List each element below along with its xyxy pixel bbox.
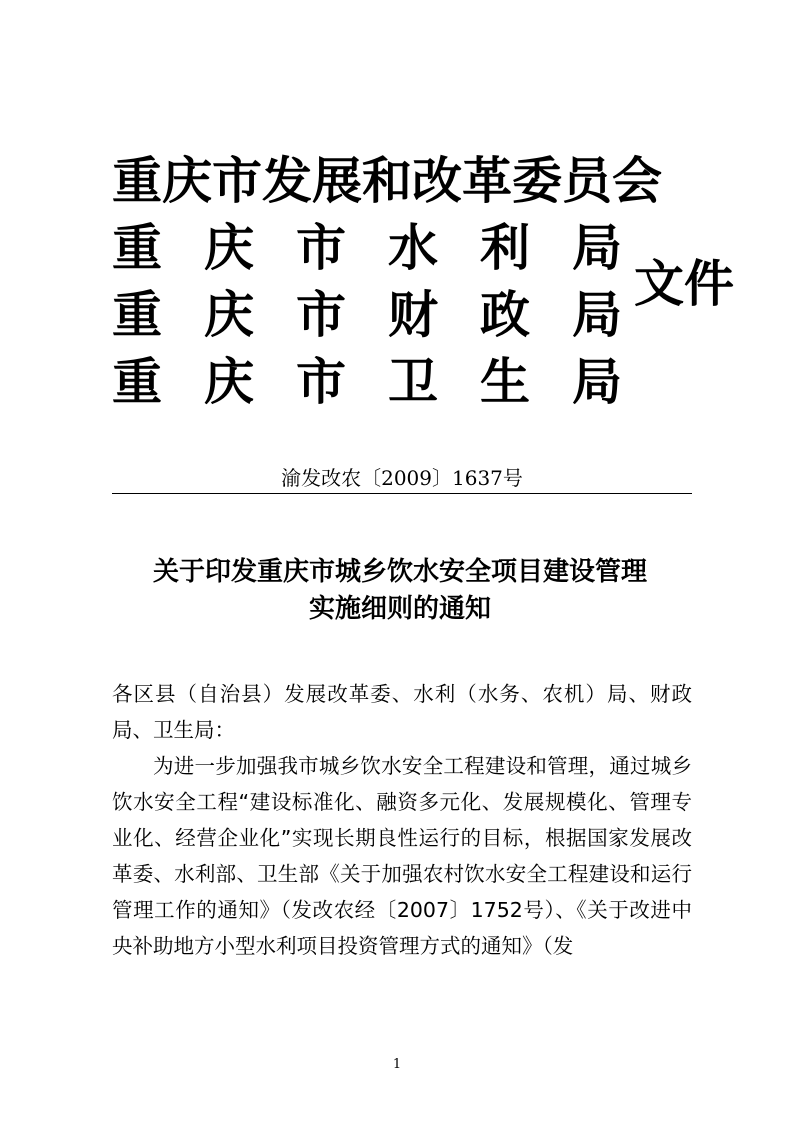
issuer-char: 重 bbox=[112, 353, 162, 411]
issuer-line-1: 重庆市发展和改革委员会 bbox=[112, 152, 662, 210]
document-suffix: 文件 bbox=[634, 255, 734, 313]
issuer-char: 庆 bbox=[204, 286, 254, 344]
issuer-char: 水 bbox=[388, 219, 438, 277]
notice-title-line-2: 实施细则的通知 bbox=[308, 594, 491, 624]
salutation: 各区县（自治县）发展改革委、水利（水务、农机）局、财政局、卫生局： bbox=[112, 682, 692, 742]
issuer-char: 重 bbox=[112, 219, 162, 277]
issuer-char: 财 bbox=[388, 286, 438, 344]
document-number: 渝发改农〔2009〕1637号 bbox=[281, 466, 523, 490]
issuer-char: 庆 bbox=[204, 353, 254, 411]
body-paragraph-1: 为进一步加强我市城乡饮水安全工程建设和管理，通过城乡饮水安全工程“建设标准化、融资多元化、发展规模化、管理专业化、经营企业化”实现长期良性运行的目标，根据国家发展改革委、水利部、卫生部《关于加强农村饮水安全工程建设和运行管理工作的通知》（发改农经〔2007〕1752号）、《关于改进中央补助地方小型水利项目投资管理方式的通知》（发 bbox=[112, 754, 692, 958]
issuer-char: 局 bbox=[572, 353, 622, 411]
body-text bbox=[112, 676, 692, 964]
issuer-char: 庆 bbox=[204, 219, 254, 277]
issuer-char: 利 bbox=[480, 219, 530, 277]
issuer-char: 重 bbox=[112, 286, 162, 344]
issuer-char: 市 bbox=[296, 353, 346, 411]
issuer-char: 市 bbox=[296, 286, 346, 344]
page-number: 1 bbox=[392, 1057, 402, 1072]
issuer-char: 生 bbox=[480, 353, 530, 411]
issuer-char: 局 bbox=[572, 219, 622, 277]
header-divider bbox=[112, 493, 692, 494]
issuer-line-4 bbox=[112, 349, 622, 416]
notice-title bbox=[100, 554, 700, 628]
issuer-char: 局 bbox=[572, 286, 622, 344]
notice-title-line-1: 关于印发重庆市城乡饮水安全项目建设管理 bbox=[152, 557, 647, 587]
issuer-char: 政 bbox=[480, 286, 530, 344]
issuer-line-3 bbox=[112, 282, 622, 349]
issuer-char: 市 bbox=[296, 219, 346, 277]
issuer-line-2 bbox=[112, 215, 622, 282]
issuer-block bbox=[112, 148, 662, 416]
issuer-char: 卫 bbox=[388, 353, 438, 411]
